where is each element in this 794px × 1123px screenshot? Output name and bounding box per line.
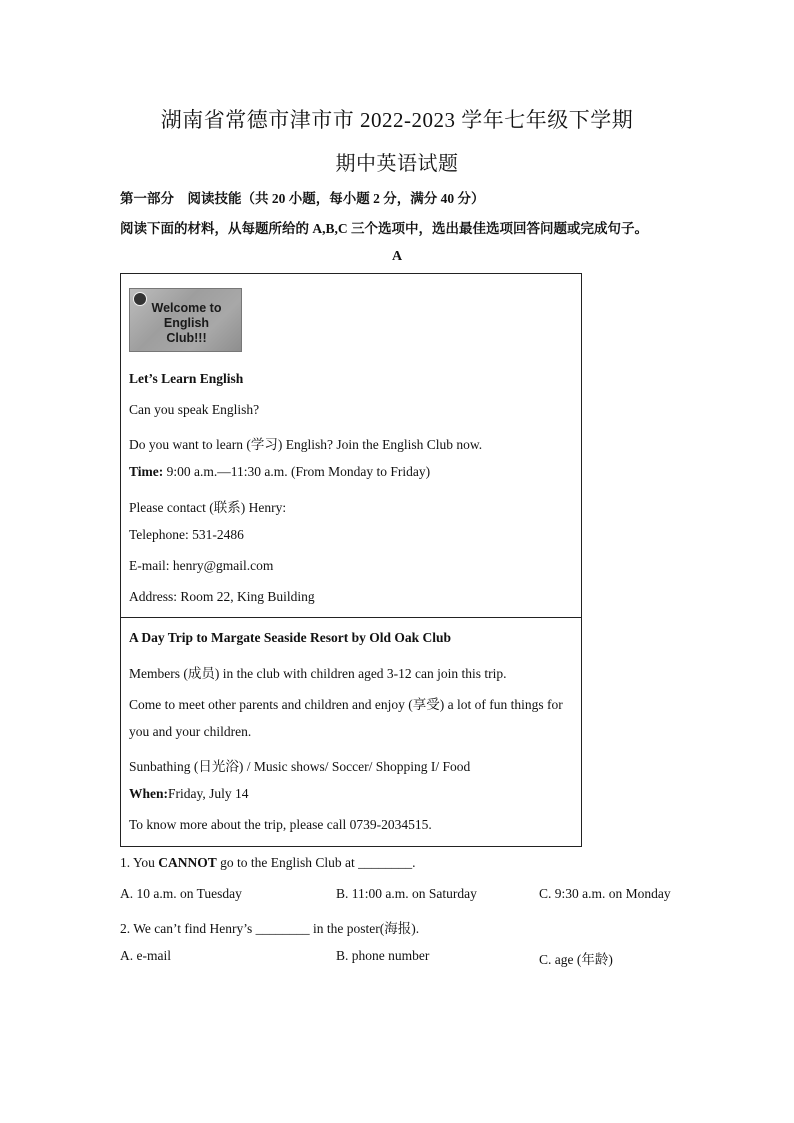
time-value: 9:00 a.m.—11:30 a.m. (From Monday to Friday): [166, 464, 431, 479]
question-1-emphasis: CANNOT: [158, 855, 217, 870]
question-1: [120, 855, 416, 871]
question-1-option-b: B. 11:00 a.m. on Saturday: [336, 886, 477, 901]
ad2-heading: A Day Trip to Margate Seaside Resort by Old Oak Club: [129, 630, 452, 645]
welcome-image-text: Welcome to English Club!!!: [151, 301, 222, 345]
exam-title-line2: 期中英语试题: [335, 153, 459, 175]
question-1-rest: go to the English Club at ________.: [216, 855, 416, 870]
ad1-heading: Let’s Learn English: [129, 371, 244, 386]
ad2-activities: Sunbathing (日光浴) / Music shows/ Soccer/ Shopping I/ Food: [129, 759, 471, 774]
ad2-contact: To know more about the trip, please call 0739-2034515.: [129, 817, 432, 832]
ad2-when-line: [129, 786, 249, 802]
ad1-line: Please contact (联系) Henry:: [129, 500, 287, 515]
ad1-email: E-mail: henry@gmail.com: [129, 558, 274, 573]
day-trip-ad: [120, 617, 582, 847]
question-1-option-c: C. 9:30 a.m. on Monday: [539, 886, 671, 901]
ad1-telephone: Telephone: 531-2486: [129, 527, 244, 542]
question-2-option-a: A. e-mail: [120, 948, 171, 963]
part-heading: 第一部分 阅读技能（共 20 小题，每小题 2 分，满分 40 分）: [120, 191, 485, 206]
exam-title-line1: 湖南省常德市津市市 2022-2023 学年七年级下学期: [160, 108, 634, 132]
section-label: A: [391, 249, 403, 264]
ad2-line: Members (成员) in the club with children aged 3-12 can join this trip.: [129, 666, 507, 681]
ad2-line: you and your children.: [129, 724, 252, 739]
ad1-line: Do you want to learn (学习) English? Join the English Club now.: [129, 437, 483, 452]
ad1-time-line: [129, 464, 430, 480]
question-1-option-a: A. 10 a.m. on Tuesday: [120, 886, 242, 901]
when-label: When:: [129, 786, 169, 801]
question-2-option-c: C. age (年龄): [539, 952, 613, 967]
question-2: 2. We can’t find Henry’s ________ in the poster(海报).: [120, 921, 420, 936]
question-2-option-b: B. phone number: [336, 948, 430, 963]
ad1-address: Address: Room 22, King Building: [129, 589, 315, 604]
time-label: Time:: [129, 464, 164, 479]
question-1-prefix: 1. You: [120, 855, 159, 870]
welcome-image: [129, 288, 242, 352]
ad2-line: Come to meet other parents and children and enjoy (享受) a lot of fun things for: [129, 697, 563, 712]
when-value: Friday, July 14: [168, 786, 249, 801]
instructions: 阅读下面的材料，从每题所给的 A,B,C 三个选项中，选出最佳选项回答问题或完成句子。: [120, 221, 649, 236]
ad1-line: Can you speak English?: [129, 402, 260, 417]
english-club-ad: [120, 273, 582, 618]
